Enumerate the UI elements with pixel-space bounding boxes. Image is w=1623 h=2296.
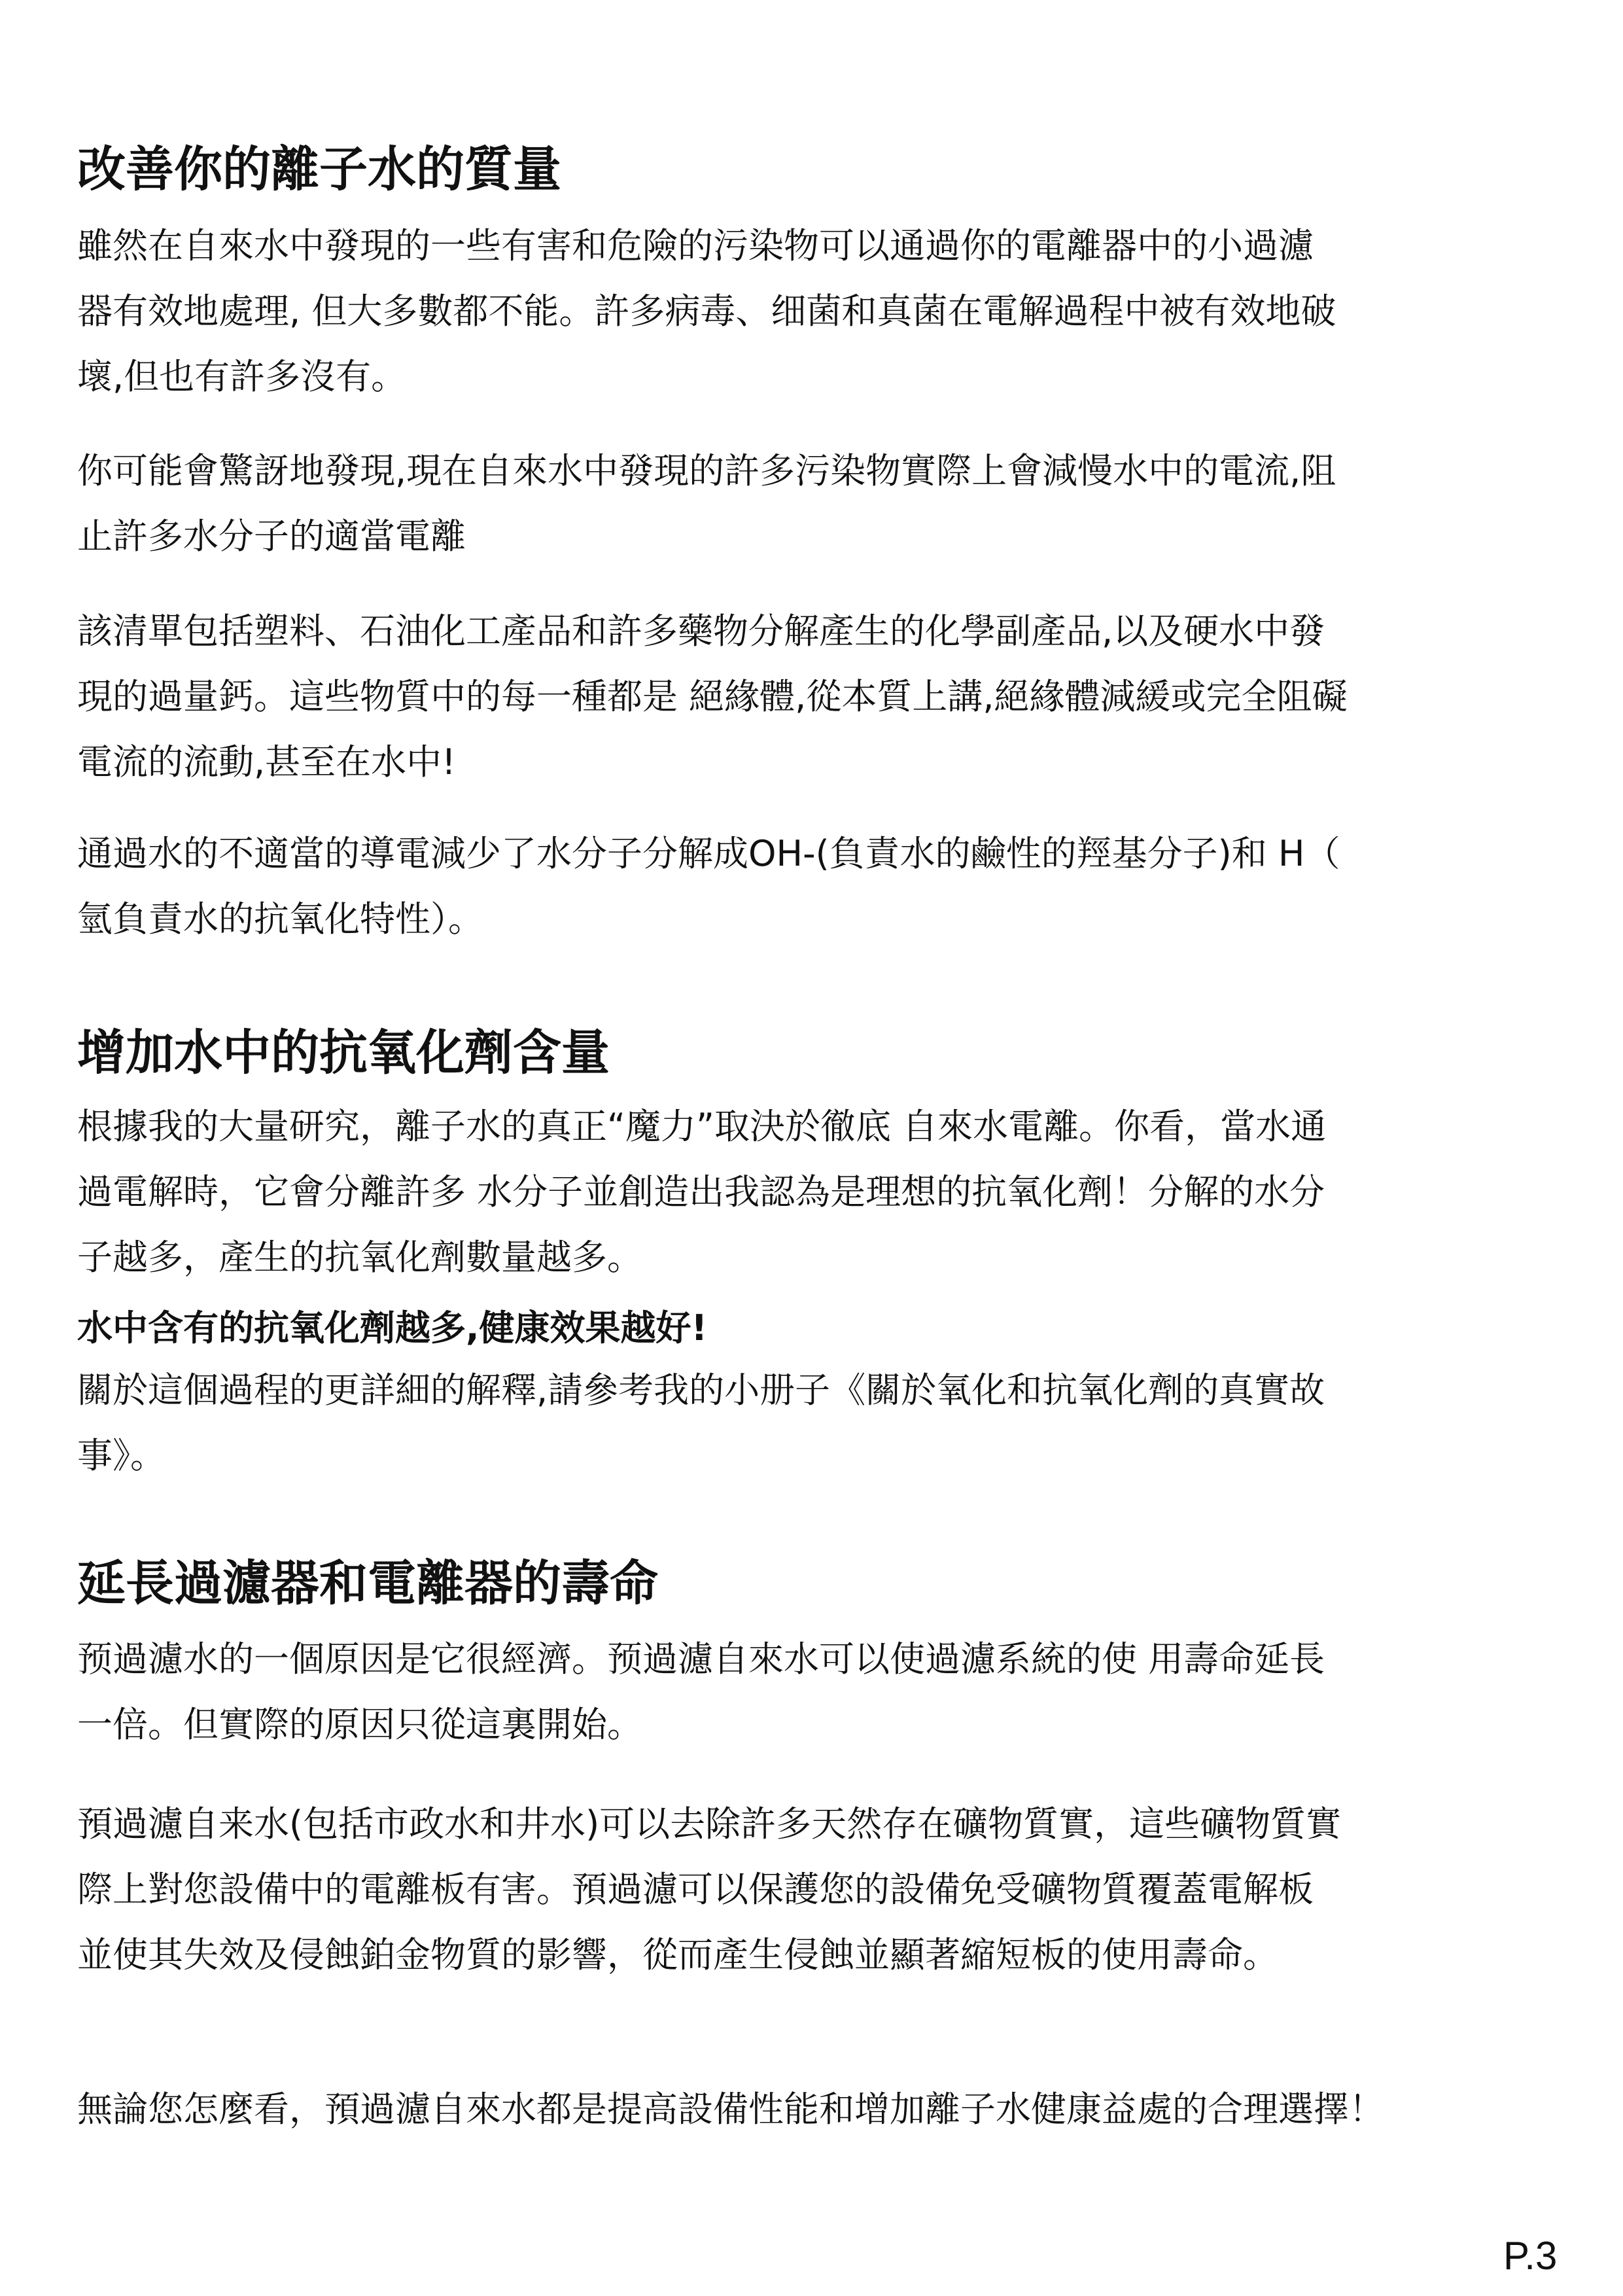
section-heading-antioxidant-content: 增加水中的抗氧化劑含量: [77, 1025, 610, 1081]
section-heading-filter-lifespan: 延長過濾器和電離器的壽命: [77, 1555, 658, 1612]
emphasis-statement: 水中含有的抗氧化劑越多,健康效果越好!: [77, 1307, 708, 1349]
paragraph-conduction: 通過水的不適當的導電減少了水分子分解成OH-(負責水的鹼性的羥基分子)和 H（ 氫負責水的抗氧化特性）。: [77, 833, 1340, 940]
paragraph-minerals: 預過濾自来水(包括市政水和井水)可以去除許多天然存在礦物質實，這些礦物質實 際上對您設備中的電離板有害。預過濾可以保護您的設備免受礦物質覆蓋電解板 並使其失效及侵蝕鉑金物質的影響，從而產生侵蝕並顯著縮短板的使用壽命。: [77, 1803, 1342, 1975]
paragraph-economy: 预過濾水的一個原因是它很經濟。预過濾自來水可以使過濾系統的使 用壽命延長 一倍。但實際的原因只從這裏開始。: [77, 1638, 1325, 1745]
page-number: P.3: [1503, 2234, 1558, 2278]
paragraph-research: 根據我的大量研究，離子水的真正“魔力”取決於徹底 自來水電離。你看，當水通 過電解時，它會分離許多 水分子並創造出我認為是理想的抗氧化劑！分解的水分 子越多，產生的抗氧化劑數量越多。: [77, 1106, 1327, 1278]
paragraph-conclusion: 無論您怎麼看，預過濾自來水都是提高設備性能和增加離子水健康益處的合理選擇！: [77, 2089, 1384, 2130]
section-heading-ionized-water-quality: 改善你的離子水的質量: [77, 141, 561, 198]
paragraph-insulators: 該清單包括塑料、石油化工產品和許多藥物分解產生的化學副產品,以及硬水中發 現的過量鈣。這些物質中的每一種都是 絕緣體,從本質上講,絕緣體減緩或完全阻礙 電流的流動,甚至在水中!: [77, 610, 1348, 783]
paragraph-contaminants: 雖然在自來水中發現的一些有害和危險的污染物可以通過你的電離器中的小過濾 器有效地處理, 但大多數都不能。許多病毒、细菌和真菌在電解過程中被有效地破 壞,但也有許多沒有。: [77, 225, 1336, 397]
paragraph-current-slowing: 你可能會驚訝地發現,現在自來水中發現的許多污染物實際上會減慢水中的電流,阻 止許多水分子的適當電離: [77, 450, 1336, 557]
paragraph-booklet-reference: 關於這個過程的更詳細的解釋,請參考我的小册子《關於氧化和抗氧化劑的真實故 事》。: [77, 1369, 1325, 1476]
